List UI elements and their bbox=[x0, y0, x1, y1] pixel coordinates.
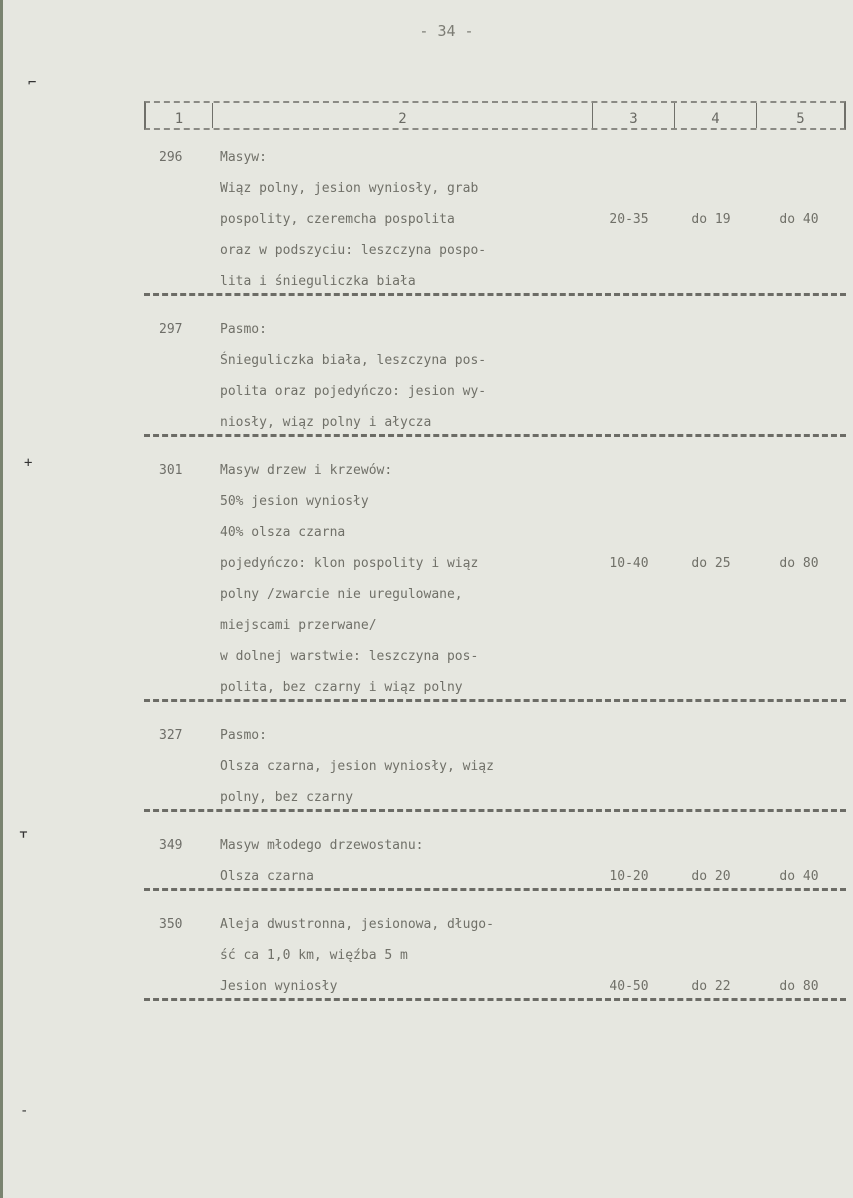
description-text: pospolity, czeremcha pospolita bbox=[220, 212, 455, 227]
row-line bbox=[144, 867, 846, 898]
header-col-1: 1 bbox=[174, 111, 184, 127]
description-text: Olsza czarna, jesion wyniosły, wiąz bbox=[220, 759, 494, 774]
col-4-value: do 20 bbox=[691, 869, 731, 884]
description-text: Wiąz polny, jesion wyniosły, grab bbox=[220, 181, 479, 196]
col-5-value: do 80 bbox=[779, 979, 819, 994]
table-row bbox=[144, 915, 846, 1011]
row-line bbox=[144, 946, 846, 977]
page-number: - 34 - bbox=[419, 22, 474, 40]
header-col-2: 2 bbox=[212, 103, 592, 128]
description-text: Pasmo: bbox=[220, 322, 267, 337]
description-text: w dolnej warstwie: leszczyna pos- bbox=[220, 649, 479, 664]
row-line bbox=[144, 554, 846, 585]
col-5-value: do 80 bbox=[779, 556, 819, 571]
row-line bbox=[144, 915, 846, 946]
row-line bbox=[144, 210, 846, 241]
row-line bbox=[144, 272, 846, 303]
header-col-5: 5 bbox=[756, 103, 844, 128]
description-text: polita, bez czarny i wiąz polny bbox=[220, 680, 463, 695]
row-line bbox=[144, 585, 846, 616]
table-body bbox=[144, 148, 846, 1025]
row-line bbox=[144, 616, 846, 647]
table-row bbox=[144, 461, 846, 712]
row-divider bbox=[144, 699, 846, 702]
description-text: Śnieguliczka biała, leszczyna pos- bbox=[220, 353, 487, 368]
description-text: oraz w podszyciu: leszczyna pospo- bbox=[220, 243, 487, 258]
col-3-value: 10-40 bbox=[609, 556, 649, 571]
row-line bbox=[144, 523, 846, 554]
description-text: Masyw drzew i krzewów: bbox=[220, 463, 393, 478]
col-4-value: do 25 bbox=[691, 556, 731, 571]
row-divider bbox=[144, 434, 846, 437]
row-line bbox=[144, 413, 846, 444]
margin-mark: - bbox=[20, 1103, 29, 1119]
row-line bbox=[144, 461, 846, 492]
row-line bbox=[144, 320, 846, 351]
description-text: polny /zwarcie nie uregulowane, bbox=[220, 587, 463, 602]
col-4-value: do 19 bbox=[691, 212, 731, 227]
row-divider bbox=[144, 998, 846, 1001]
entry-number: 350 bbox=[159, 917, 183, 932]
margin-mark: + bbox=[24, 455, 33, 471]
entry-number: 297 bbox=[159, 322, 183, 337]
description-text: niosły, wiąz polny i ałycza bbox=[220, 415, 432, 430]
col-3-value: 10-20 bbox=[609, 869, 649, 884]
description-text: Masyw: bbox=[220, 150, 267, 165]
row-line bbox=[144, 179, 846, 210]
description-text: 40% olsza czarna bbox=[220, 525, 346, 540]
row-line bbox=[144, 241, 846, 272]
row-line bbox=[144, 836, 846, 867]
description-text: polita oraz pojedyńczo: jesion wy- bbox=[220, 384, 487, 399]
description-text: ść ca 1,0 km, więźba 5 m bbox=[220, 948, 408, 963]
margin-mark: ᚁ bbox=[20, 824, 27, 840]
margin-mark: ⌐ bbox=[28, 75, 37, 91]
description-text: Masyw młodego drzewostanu: bbox=[220, 838, 424, 853]
page-edge bbox=[0, 0, 3, 1198]
row-divider bbox=[144, 809, 846, 812]
table-row bbox=[144, 726, 846, 822]
row-line bbox=[144, 757, 846, 788]
entry-number: 301 bbox=[159, 463, 183, 478]
description-text: Pasmo: bbox=[220, 728, 267, 743]
row-line bbox=[144, 678, 846, 709]
col-4-value: do 22 bbox=[691, 979, 731, 994]
row-line bbox=[144, 977, 846, 1008]
description-text: polny, bez czarny bbox=[220, 790, 354, 805]
col-5-value: do 40 bbox=[779, 869, 819, 884]
row-line bbox=[144, 148, 846, 179]
row-divider bbox=[144, 293, 846, 296]
col-5-value: do 40 bbox=[779, 212, 819, 227]
description-text: miejscami przerwane/ bbox=[220, 618, 377, 633]
row-line bbox=[144, 351, 846, 382]
row-line bbox=[144, 492, 846, 523]
row-divider bbox=[144, 888, 846, 891]
description-text: 50% jesion wyniosły bbox=[220, 494, 369, 509]
row-line bbox=[144, 726, 846, 757]
description-text: Jesion wyniosły bbox=[220, 979, 338, 994]
table-row bbox=[144, 836, 846, 901]
description-text: pojedyńczo: klon pospolity i wiąz bbox=[220, 556, 479, 571]
entry-number: 296 bbox=[159, 150, 183, 165]
description-text: Aleja dwustronna, jesionowa, długo- bbox=[220, 917, 494, 932]
entry-number: 327 bbox=[159, 728, 183, 743]
col-3-value: 40-50 bbox=[609, 979, 649, 994]
table-row bbox=[144, 148, 846, 306]
row-line bbox=[144, 647, 846, 678]
row-line bbox=[144, 382, 846, 413]
row-line bbox=[144, 788, 846, 819]
description-text: lita i śnieguliczka biała bbox=[220, 274, 416, 289]
entry-number: 349 bbox=[159, 838, 183, 853]
col-3-value: 20-35 bbox=[609, 212, 649, 227]
table-row bbox=[144, 320, 846, 447]
description-text: Olsza czarna bbox=[220, 869, 314, 884]
table-header bbox=[144, 101, 846, 130]
header-col-4: 4 bbox=[674, 103, 756, 128]
header-col-3: 3 bbox=[592, 103, 674, 128]
